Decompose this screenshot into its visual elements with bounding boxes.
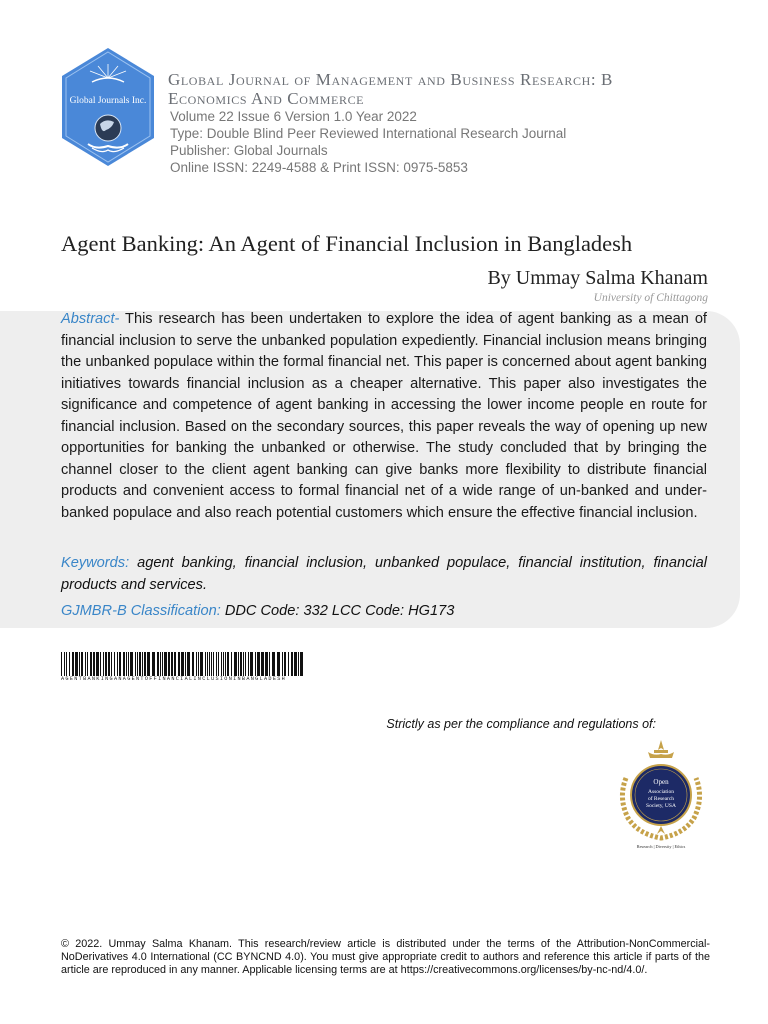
barcode-bar: [66, 652, 67, 676]
barcode-bar: [238, 652, 239, 676]
barcode-bar: [171, 652, 173, 676]
journal-issn: Online ISSN: 2249-4588 & Print ISSN: 0975-5853: [170, 160, 468, 175]
barcode-bar: [221, 652, 222, 676]
barcode-bar: [257, 652, 260, 676]
journal-type: Type: Double Blind Peer Reviewed International Research Journal: [170, 126, 567, 141]
barcode-bar: [209, 652, 210, 676]
barcode-bar: [187, 652, 190, 676]
barcode-bar: [248, 652, 249, 676]
journal-name-line2: Economics And Commerce: [168, 89, 365, 108]
barcode-bar: [139, 652, 141, 676]
barcode-bar: [207, 652, 208, 676]
global-journals-logo: [62, 48, 154, 166]
barcode-bar: [227, 652, 229, 676]
barcode-bar: [81, 652, 83, 676]
barcode-bar: [128, 652, 129, 676]
barcode-bar: [218, 652, 219, 676]
barcode: [61, 652, 303, 676]
barcode-bar: [61, 652, 62, 676]
barcode-bar: [72, 652, 74, 676]
barcode-bar: [205, 652, 206, 676]
barcode-bar: [117, 652, 118, 676]
barcode-bar: [135, 652, 136, 676]
barcode-bar: [265, 652, 268, 676]
seal-motto: Research | Diversity | Ethics: [636, 844, 686, 849]
open-association-seal: [612, 738, 710, 850]
classification: [61, 603, 454, 619]
barcode-bar: [282, 652, 283, 676]
barcode-bar: [223, 652, 224, 676]
barcode-bar: [87, 652, 88, 676]
barcode-bar: [269, 652, 270, 676]
abstract-label: Abstract-: [61, 311, 120, 327]
barcode-bar: [255, 652, 256, 676]
paper-title: Agent Banking: An Agent of Financial Inclusion in Bangladesh: [61, 231, 633, 256]
barcode-bar: [300, 652, 303, 676]
barcode-bar: [216, 652, 217, 676]
barcode-bar: [126, 652, 127, 676]
copyright-notice: © 2022. Ummay Salma Khanam. This research/review article is distributed under the terms of the Attribution-NonCommercial-NoDerivatives 4.0 International (CC BYNCND 4.0). You must give appropriate credit to authors and reference this article if parts of the article are reproduced in any manner. Applicable licensing terms are at https://creativecommons.org/licenses/by-nc-nd/4.0/.: [61, 938, 710, 976]
barcode-bar: [152, 652, 155, 676]
seal-line3: of Research: [647, 796, 675, 802]
barcode-bar: [192, 652, 194, 676]
barcode-bar: [157, 652, 159, 676]
barcode-bar: [100, 652, 101, 676]
compliance-text: Strictly as per the compliance and regulations of:: [386, 717, 656, 731]
barcode-bar: [250, 652, 253, 676]
barcode-bar: [96, 652, 99, 676]
barcode-bar: [294, 652, 297, 676]
barcode-bar: [181, 652, 184, 676]
barcode-bar: [75, 652, 78, 676]
barcode-bar: [231, 652, 232, 676]
author-affiliation: University of Chittagong: [593, 292, 708, 304]
keywords-label: Keywords:: [61, 555, 130, 571]
barcode-bar: [144, 652, 146, 676]
journal-name: [168, 70, 613, 108]
barcode-bar: [108, 652, 110, 676]
barcode-bar: [111, 652, 112, 676]
barcode-bar: [234, 652, 237, 676]
barcode-bar: [240, 652, 242, 676]
barcode-bar: [211, 652, 212, 676]
barcode-bar: [261, 652, 264, 676]
journal-publisher: Publisher: Global Journals: [170, 143, 328, 158]
barcode-bar: [142, 652, 143, 676]
barcode-bar: [164, 652, 167, 676]
barcode-bar: [198, 652, 199, 676]
barcode-bar: [119, 652, 121, 676]
barcode-bar: [105, 652, 107, 676]
barcode-bar: [162, 652, 163, 676]
barcode-bar: [200, 652, 203, 676]
abstract-text: This research has been undertaken to explore the idea of agent banking as a mean of financial inclusion to serve the unbanked population expediently. Financial inclusion means bringing the unbanked populace within the formal financial net. This paper is concerned about agent banking initiatives towards financial inclusion as a cheaper alternative. This paper also investigates the significance and competence of agent banking in accessing the lower income people en route for financial inclusion. Based on the secondary sources, this paper reveals the way of opening up new opportunities for banking the unbanked or otherwise. The study concluded that by bringing the channel closer to the client agent banking can give banks more flexibility to distribute financial products and convenient access to formal financial net of a wide range of un-banked and under-banked populace and also reach potential customers which ensure the effective financial inclusion.: [61, 311, 707, 521]
barcode-bar: [130, 652, 133, 676]
barcode-bar: [93, 652, 95, 676]
barcode-bar: [147, 652, 150, 676]
barcode-bar: [123, 652, 125, 676]
barcode-bar: [168, 652, 170, 676]
barcode-bar: [196, 652, 197, 676]
barcode-bar: [291, 652, 293, 676]
barcode-bar: [69, 652, 70, 676]
keywords-text: agent banking, financial inclusion, unbanked populace, financial institution, financial products and services.: [61, 555, 707, 593]
barcode-bar: [64, 652, 65, 676]
barcode-bar: [284, 652, 286, 676]
barcode-bar: [213, 652, 214, 676]
barcode-bar: [79, 652, 80, 676]
barcode-bar: [137, 652, 138, 676]
journal-volume: Volume 22 Issue 6 Version 1.0 Year 2022: [170, 109, 417, 124]
barcode-bar: [298, 652, 299, 676]
barcode-bar: [178, 652, 180, 676]
keywords: [61, 553, 707, 596]
seal-line1: Open: [653, 778, 669, 786]
classification-label: GJMBR-B Classification:: [61, 603, 221, 619]
barcode-bar: [225, 652, 226, 676]
author-name: By Ummay Salma Khanam: [487, 267, 708, 289]
abstract: [61, 309, 707, 524]
classification-text: DDC Code: 332 LCC Code: HG173: [220, 603, 455, 619]
logo-text: Global Journals Inc.: [69, 96, 147, 106]
barcode-bar: [103, 652, 104, 676]
barcode-bar: [277, 652, 280, 676]
seal-line2: Association: [648, 789, 674, 795]
barcode-bar: [160, 652, 161, 676]
barcode-bar: [272, 652, 275, 676]
barcode-bar: [114, 652, 115, 676]
barcode-bar: [90, 652, 92, 676]
barcode-bar: [245, 652, 246, 676]
barcode-bar: [288, 652, 289, 676]
barcode-bar: [185, 652, 186, 676]
barcode-bar: [85, 652, 86, 676]
journal-name-line1: Global Journal of Management and Business Research: B: [168, 70, 613, 89]
barcode-bar: [174, 652, 176, 676]
seal-line4: Society, USA: [646, 803, 676, 809]
barcode-text: AGENTBANKINGANAGENTOFFINANCIALINCLUSIONINBANGLADESH: [61, 676, 287, 682]
barcode-bar: [243, 652, 244, 676]
